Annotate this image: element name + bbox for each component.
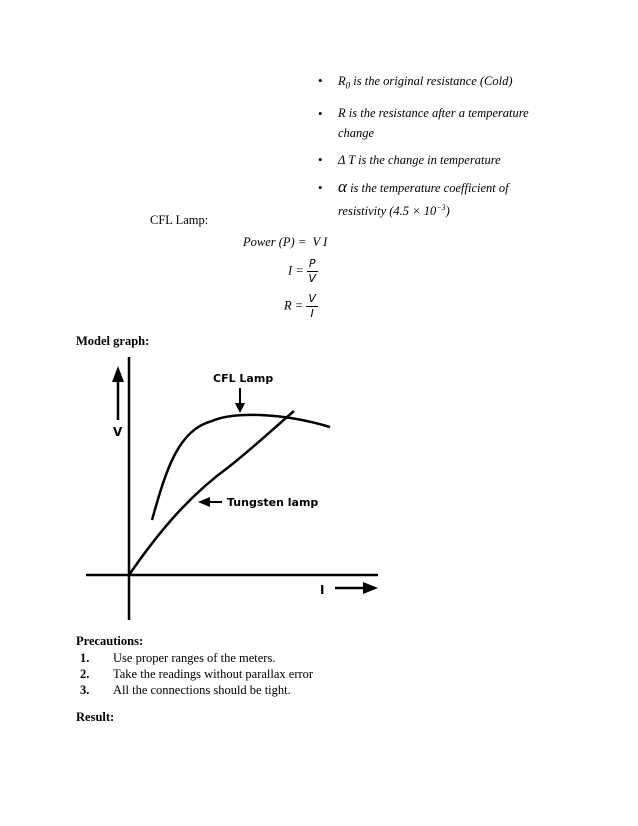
tungsten-curve-label: Tungsten lamp bbox=[227, 496, 319, 509]
model-graph-heading: Model graph: bbox=[76, 334, 150, 348]
result-heading: Result: bbox=[76, 710, 115, 724]
resistance-equation: R = $\frac{V}{I}$ bbox=[284, 292, 316, 320]
definition-r: • R is the resistance after a temperature change bbox=[318, 103, 618, 143]
precautions-heading: Precautions: bbox=[76, 634, 144, 648]
x-axis-label: I bbox=[320, 583, 325, 597]
power-equation: Power (P) = V I bbox=[243, 235, 328, 249]
current-equation: I = $\frac{P}{V}$ bbox=[288, 257, 316, 285]
cfl-heading: CFL Lamp: bbox=[150, 213, 209, 227]
tungsten-curve bbox=[129, 411, 294, 575]
current-fraction: $\frac{P}{V}$ bbox=[308, 257, 316, 285]
list-item: 3. All the connections should be tight. bbox=[80, 683, 291, 697]
precautions-list bbox=[80, 650, 313, 698]
resistance-fraction: $\frac{V}{I}$ bbox=[308, 292, 316, 320]
list-item: 1. Use proper ranges of the meters. bbox=[80, 651, 276, 665]
definition-alpha: • α is the temperature coefficient of resistivity $(4.5 \times 10^{-3})$ bbox=[318, 177, 618, 221]
list-item: 2. Take the readings without parallax error bbox=[80, 667, 314, 681]
tungsten-pointer-head bbox=[198, 497, 210, 507]
cfl-curve-label: CFL Lamp bbox=[213, 372, 274, 385]
definition-delta-t: • Δ T is the change in temperature bbox=[318, 149, 618, 171]
y-axis-label: V bbox=[113, 425, 123, 439]
definition-r0: • $R_0$ is the original resistance (Cold) bbox=[318, 70, 618, 97]
i-arrow-head bbox=[363, 582, 378, 594]
cfl-pointer-head bbox=[235, 403, 245, 413]
v-arrow-head bbox=[112, 366, 124, 382]
